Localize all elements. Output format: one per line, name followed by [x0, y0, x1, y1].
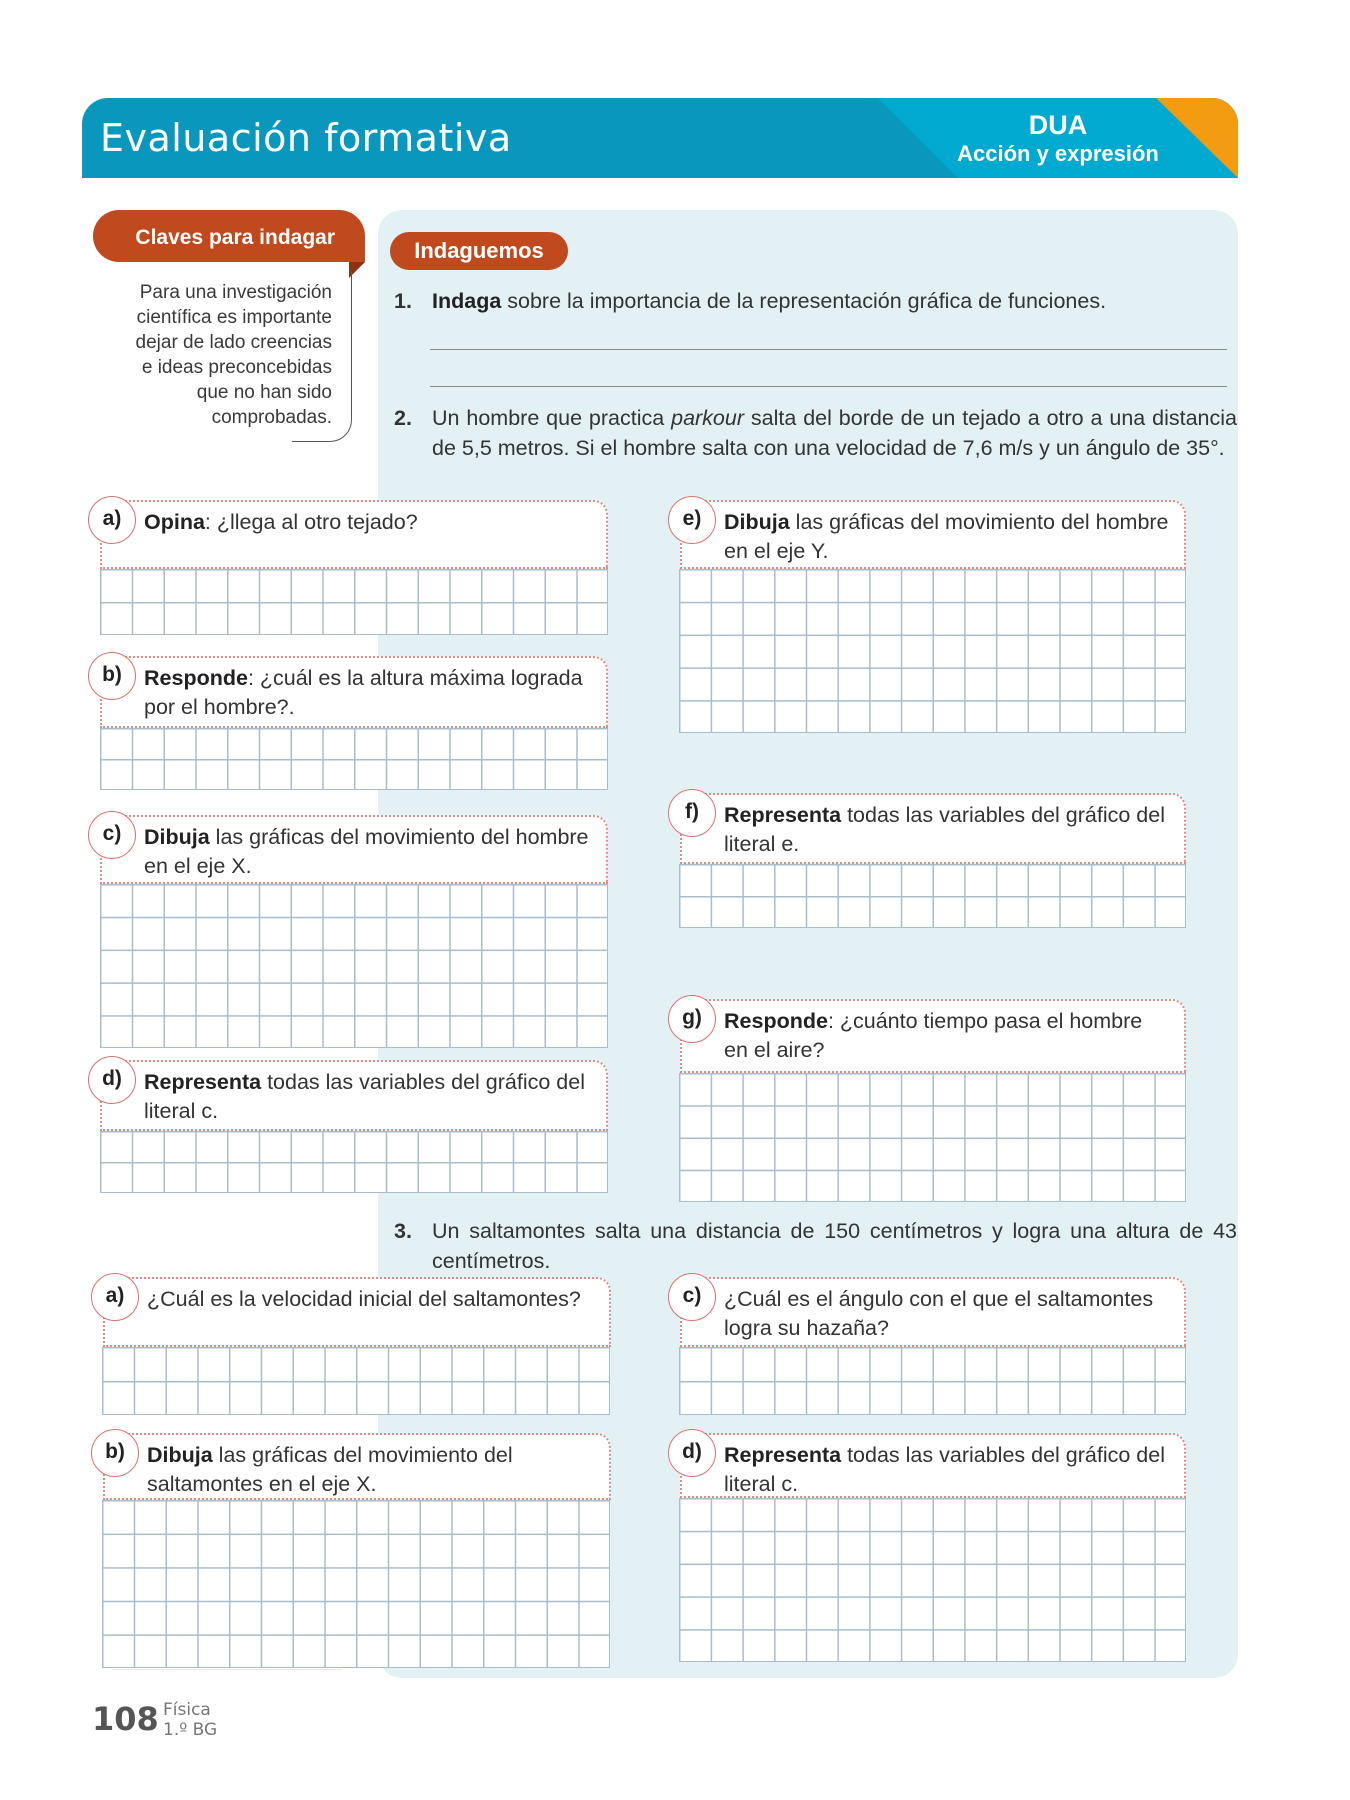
item-text: : ¿cuál es la altura máxima lograda por el hombre?.: [144, 666, 583, 719]
question-3: [394, 1217, 1237, 1276]
page-header: [82, 98, 1238, 178]
question-2: [394, 404, 1237, 463]
claves-line: científica es importante: [136, 307, 332, 328]
item-prompt: [147, 1285, 597, 1314]
item-3a: [103, 1277, 611, 1347]
item-label: b): [88, 652, 136, 700]
item-verb: Dibuja: [147, 1443, 213, 1467]
answer-grid[interactable]: [679, 1073, 1186, 1202]
item-label: d): [88, 1056, 136, 1104]
item-verb: Dibuja: [144, 825, 210, 849]
item-3b: [103, 1433, 611, 1500]
item-verb: Representa: [724, 803, 842, 827]
item-label: c): [668, 1273, 716, 1321]
item-text: las gráficas del movimiento del saltamontes en el eje X.: [147, 1443, 513, 1496]
claves-line: dejar de lado creencias: [135, 332, 332, 353]
item-3c: [680, 1277, 1186, 1347]
answer-grid[interactable]: [679, 864, 1186, 928]
item-text: : ¿llega al otro tejado?: [204, 510, 418, 534]
dua-subtitle: Acción y expresión: [957, 141, 1159, 166]
item-verb: Opina: [144, 510, 205, 534]
claves-line: que no han sido: [196, 382, 332, 403]
dua-title: DUA: [1028, 110, 1088, 140]
question-1: [394, 287, 1232, 317]
item-text: ¿Cuál es la velocidad inicial del saltamontes?: [147, 1287, 581, 1311]
claves-pill: Claves para indagar: [93, 210, 365, 262]
item-2d: [100, 1060, 608, 1131]
item-label: d): [668, 1429, 716, 1477]
item-2a: [100, 500, 608, 569]
page-number: 108: [92, 1700, 159, 1738]
answer-grid[interactable]: [100, 569, 608, 635]
item-prompt: [724, 508, 1172, 566]
item-2g: [680, 999, 1186, 1073]
item-verb: Dibuja: [724, 510, 790, 534]
item-prompt: [724, 1441, 1172, 1499]
item-verb: Representa: [144, 1070, 262, 1094]
item-text: todas las variables del gráfico del literal c.: [724, 1443, 1165, 1496]
question-number: 1.: [394, 289, 412, 313]
answer-grid[interactable]: [679, 1347, 1186, 1415]
item-label: a): [88, 496, 136, 544]
item-2b: [100, 656, 608, 728]
claves-line: Para una investigación: [139, 282, 332, 303]
answer-grid[interactable]: [679, 569, 1186, 733]
dua-badge: [948, 110, 1168, 168]
item-prompt: [147, 1441, 597, 1499]
item-prompt: [724, 801, 1172, 859]
item-label: a): [91, 1273, 139, 1321]
page-title: Evaluación formativa: [100, 116, 512, 160]
question-verb: Indaga: [432, 289, 502, 313]
answer-line[interactable]: [430, 349, 1227, 350]
item-label: f): [668, 789, 716, 837]
item-label: e): [668, 496, 716, 544]
footer-rule: [112, 1669, 342, 1670]
question-text: salta del borde de un tejado a otro a una distancia de 5,5 metros. Si el hombre salta con una velocidad de 7,6 m/s y un ángulo de 35°.: [432, 406, 1237, 460]
item-verb: Representa: [724, 1443, 842, 1467]
item-label: c): [88, 811, 136, 859]
item-prompt: [144, 664, 594, 722]
question-text: Un saltamontes salta una distancia de 150 centímetros y logra una altura de 43 centímetros.: [432, 1219, 1237, 1273]
answer-grid[interactable]: [102, 1347, 610, 1415]
question-text: sobre la importancia de la representación gráfica de funciones.: [501, 289, 1107, 313]
subject-name: Física: [163, 1700, 211, 1720]
item-text: ¿Cuál es el ángulo con el que el saltamontes logra su hazaña?: [724, 1287, 1154, 1340]
item-prompt: [724, 1007, 1172, 1065]
item-prompt: [144, 508, 594, 537]
answer-grid[interactable]: [102, 1500, 610, 1668]
claves-line: e ideas preconcebidas: [141, 357, 332, 378]
item-3d: [680, 1433, 1186, 1498]
item-text: : ¿cuánto tiempo pasa el hombre en el aire?: [724, 1009, 1143, 1062]
question-number: 2.: [394, 406, 412, 430]
item-verb: Responde: [144, 666, 248, 690]
claves-text: [100, 280, 332, 430]
answer-grid[interactable]: [679, 1498, 1186, 1662]
item-2c: [100, 815, 608, 884]
item-label: g): [668, 995, 716, 1043]
item-2f: [680, 793, 1186, 864]
item-prompt: [144, 823, 594, 881]
item-prompt: [144, 1068, 594, 1126]
claves-line: comprobadas.: [211, 407, 332, 428]
question-text: Un hombre que practica: [432, 406, 672, 430]
grade-level: 1.º BG: [163, 1720, 218, 1740]
item-text: todas las variables del gráfico del literal c.: [144, 1070, 585, 1123]
answer-line[interactable]: [430, 386, 1227, 387]
question-number: 3.: [394, 1219, 412, 1243]
item-prompt: [724, 1285, 1172, 1343]
answer-grid[interactable]: [100, 728, 608, 790]
answer-grid[interactable]: [100, 1131, 608, 1193]
footer-subject: [163, 1700, 217, 1740]
item-verb: Responde: [724, 1009, 828, 1033]
item-label: b): [91, 1429, 139, 1477]
item-2e: [680, 500, 1186, 569]
item-text: las gráficas del movimiento del hombre en el eje Y.: [724, 510, 1169, 563]
indaguemos-pill: Indaguemos: [390, 232, 568, 270]
question-italic: parkour: [671, 406, 745, 430]
item-text: las gráficas del movimiento del hombre en el eje X.: [144, 825, 589, 878]
answer-grid[interactable]: [100, 884, 608, 1048]
item-text: todas las variables del gráfico del literal e.: [724, 803, 1165, 856]
